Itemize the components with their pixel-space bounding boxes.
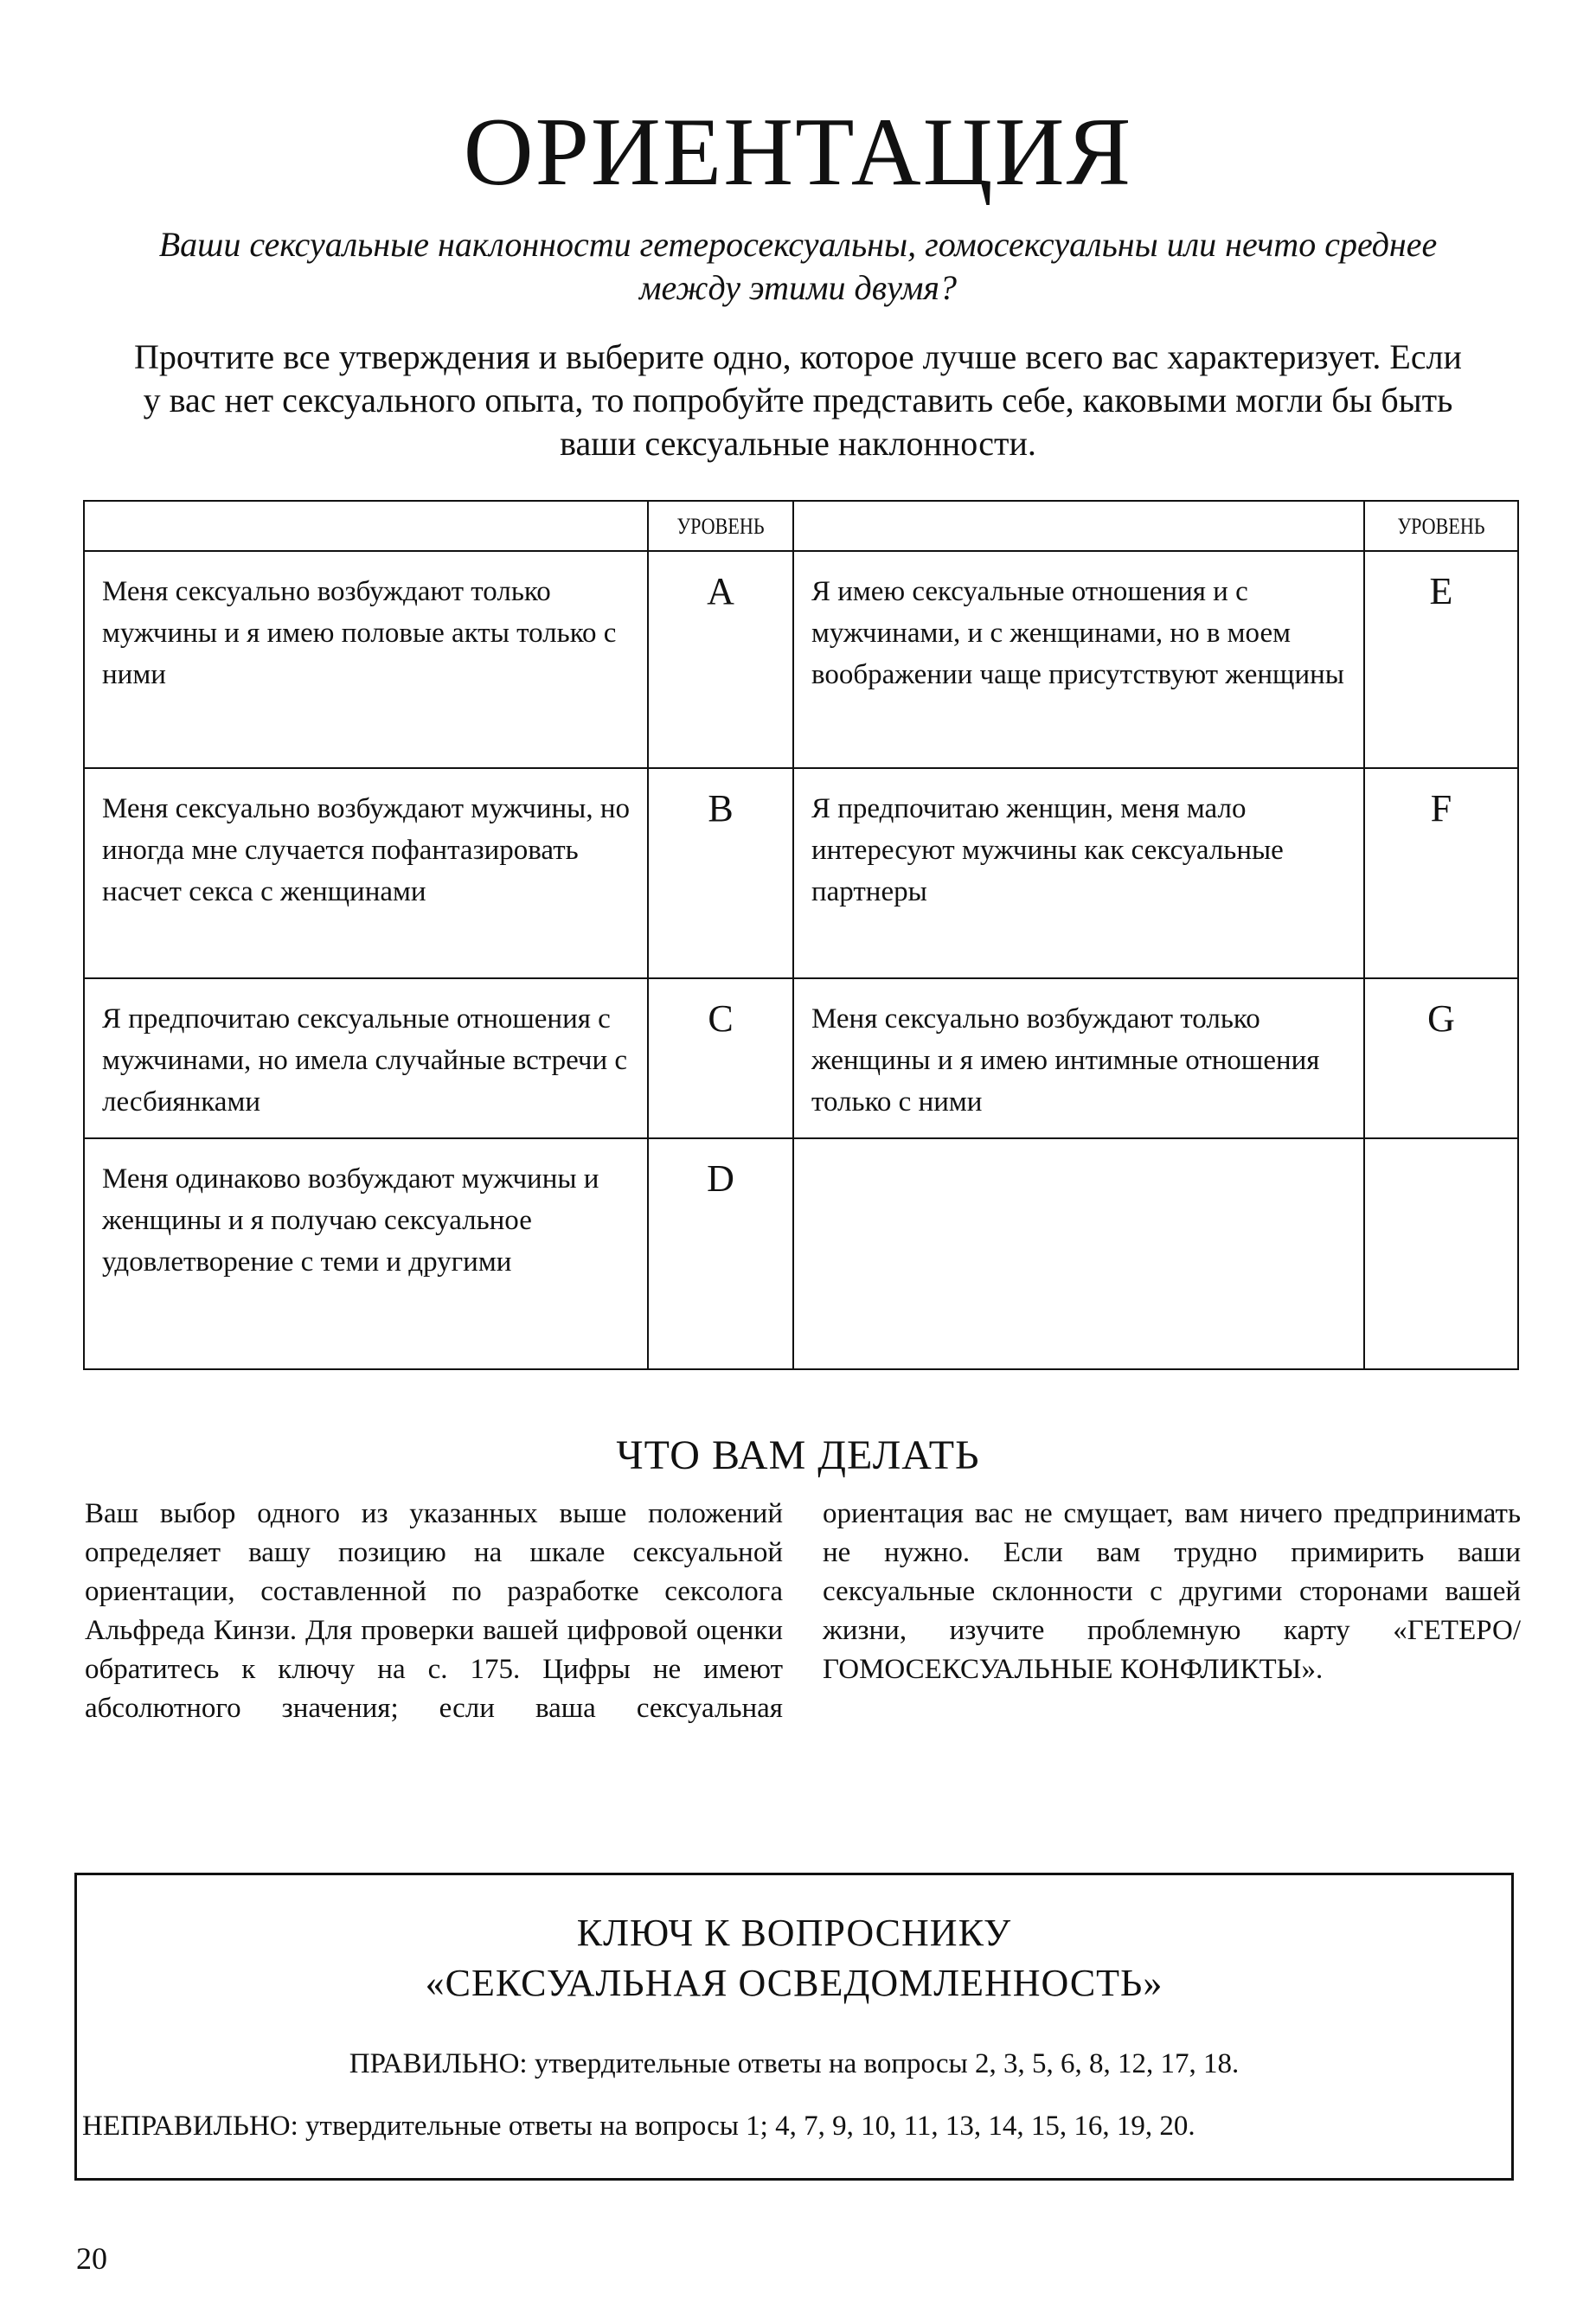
answer-key-title-line: КЛЮЧ К ВОПРОСНИКУ [576, 1912, 1012, 1954]
answer-key-title-line: «СЕКСУАЛЬНАЯ ОСВЕДОМЛЕННОСТЬ» [425, 1962, 1163, 2004]
what-to-do-body: Ваш выбор одного из указанных выше положений определяет вашу позицию на шкале сексуальной ориентации, составленной по разработке сексолога Альфреда Кинзи. Для проверки вашей цифровой оценки обратитесь к ключу на с. 175. Цифры не имеют абсолютного значения; если ваша сексуальная ориентация вас не смущает, вам ничего предпринимать не нужно. Если вам трудно примирить ваши сексуальные склонности с другими сторонами вашей жизни, изучите проблемную карту «ГЕТЕРО/ГОМОСЕКСУАЛЬНЫЕ КОНФЛИКТЫ». [85, 1498, 1521, 1724]
intro-paragraph: Прочтите все утверждения и выберите одно, которое лучше всего вас характеризует. Если у вас нет сексуального опыта, то попробуйте представить себе, каковыми могли бы быть ваши сексуальные наклонности. [134, 337, 1462, 463]
level-cell: B [648, 768, 793, 978]
what-to-do-heading: ЧТО ВАМ ДЕЛАТЬ [616, 1432, 980, 1478]
orientation-table [83, 500, 1519, 1370]
level-cell: C [648, 978, 793, 1138]
table-row [84, 768, 1518, 978]
statement-cell: Меня сексуально возбуждают мужчины, но иногда мне случается пофантазировать насчет секса с женщинами [84, 768, 648, 978]
table-header-row [84, 501, 1518, 551]
level-cell: D [648, 1138, 793, 1369]
level-cell: A [648, 551, 793, 768]
statement-cell: Я имею сексуальные отношения и с мужчинами, и с женщинами, но в моем воображении чаще присутствуют женщины [793, 551, 1364, 768]
statement-cell: Меня сексуально возбуждают только женщины и я имею интимные отношения только с ними [793, 978, 1364, 1138]
level-cell [1364, 1138, 1518, 1369]
level-cell: G [1364, 978, 1518, 1138]
header-empty-cell [793, 501, 1364, 551]
level-cell: E [1364, 551, 1518, 768]
subtitle: Ваши сексуальные наклонности гетеросексуальны, гомосексуальны или нечто среднее между этими двумя? [158, 225, 1438, 307]
page-number: 20 [76, 2241, 107, 2276]
level-header: УРОВЕНЬ [1364, 501, 1518, 551]
table-row [84, 551, 1518, 768]
page-title: ОРИЕНТАЦИЯ [463, 99, 1133, 206]
answer-key-incorrect: НЕПРАВИЛЬНО: утвердительные ответы на вопросы 1; 4, 7, 9, 10, 11, 13, 14, 15, 16, 19, 20. [82, 2111, 1195, 2142]
answer-key-box [74, 1873, 1514, 2181]
statement-cell: Меня сексуально возбуждают только мужчины и я имею половые акты только с ними [84, 551, 648, 768]
table-row [84, 978, 1518, 1138]
statement-cell: Я предпочитаю сексуальные отношения с мужчинами, но имела случайные встречи с лесбиянками [84, 978, 648, 1138]
statement-cell: Я предпочитаю женщин, меня мало интересуют мужчины как сексуальные партнеры [793, 768, 1364, 978]
answer-key-title [77, 1908, 1511, 2008]
statement-cell: Меня одинаково возбуждают мужчины и женщины и я получаю сексуальное удовлетворение с теми и другими [84, 1138, 648, 1369]
statement-cell [793, 1138, 1364, 1369]
level-cell: F [1364, 768, 1518, 978]
answer-key-correct: ПРАВИЛЬНО: утвердительные ответы на вопросы 2, 3, 5, 6, 8, 12, 17, 18. [349, 2048, 1240, 2079]
table-row [84, 1138, 1518, 1369]
level-header: УРОВЕНЬ [648, 501, 793, 551]
header-empty-cell [84, 501, 648, 551]
